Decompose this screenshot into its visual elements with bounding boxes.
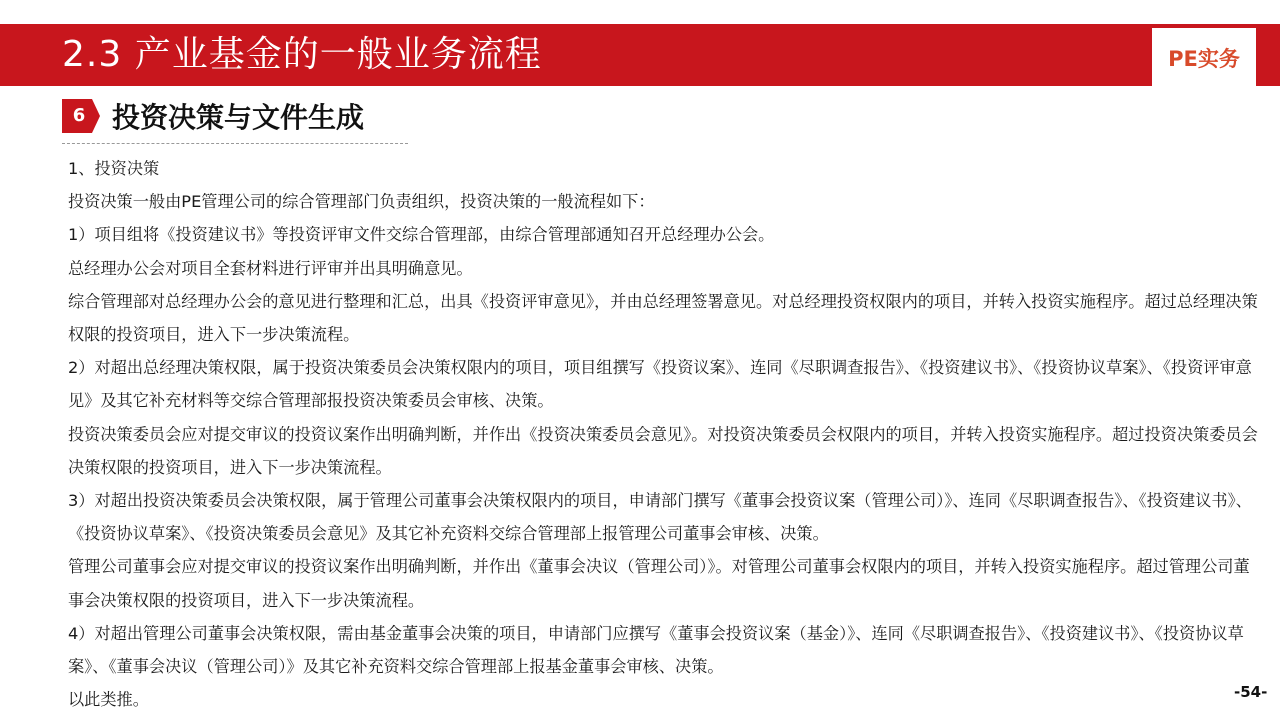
body-text — [68, 152, 1264, 716]
paragraph: 2）对超出总经理决策权限，属于投资决策委员会决策权限内的项目，项目组撰写《投资议案》、连同《尽职调查报告》、《投资建议书》、《投资协议草案》、《投资评审意见》及其它补充材料等交综合管理部报投资决策委员会审核、决策。 — [68, 358, 1252, 411]
paragraph-heading: 1、投资决策 — [68, 159, 160, 178]
paragraph: 投资决策一般由PE管理公司的综合管理部门负责组织，投资决策的一般流程如下： — [68, 192, 655, 212]
dashed-divider — [62, 143, 408, 144]
brand-logo — [1154, 30, 1254, 86]
section-number-badge — [62, 96, 102, 136]
paragraph: 4）对超出管理公司董事会决策权限，需由基金董事会决策的项目，申请部门应撰写《董事会投资议案（基金）》、连同《尽职调查报告》、《投资建议书》、《投资协议草案》、《董事会决议（管理公司）》及其它补充资料交综合管理部上报基金董事会审核、决策。 — [68, 623, 1244, 677]
section-title: 投资决策与文件生成 — [112, 101, 365, 134]
section-number: 6 — [72, 105, 86, 126]
paragraph: 3）对超出投资决策委员会决策权限，属于管理公司董事会决策权限内的项目，申请部门撰写《董事会投资议案（管理公司）》、连同《尽职调查报告》、《投资建议书》、《投资协议草案》、《投资决策委员会意见》及其它补充资料交综合管理部上报管理公司董事会审核、决策。 — [68, 491, 1252, 544]
paragraph: 投资决策委员会应对提交审议的投资议案作出明确判断，并作出《投资决策委员会意见》。对投资决策委员会权限内的项目，并转入投资实施程序。超过投资决策委员会决策权限的投资项目，进入下一步决策流程。 — [68, 424, 1258, 477]
paragraph: 综合管理部对总经理办公会的意见进行整理和汇总，出具《投资评审意见》，并由总经理签署意见。对总经理投资权限内的项目，并转入投资实施程序。超过总经理决策权限的投资项目，进入下一步决策流程。 — [68, 291, 1258, 345]
paragraph: 1）项目组将《投资建议书》等投资评审文件交综合管理部，由综合管理部通知召开总经理办公会。 — [68, 225, 775, 245]
section-heading — [62, 94, 364, 138]
slide-title: 2.3 产业基金的一般业务流程 — [62, 34, 542, 75]
paragraph: 总经理办公会对项目全套材料进行评审并出具明确意见。 — [68, 258, 473, 278]
brand-text: PE实务 — [1168, 47, 1240, 71]
paragraph: 管理公司董事会应对提交审议的投资议案作出明确判断，并作出《董事会决议（管理公司）》。对管理公司董事会权限内的项目，并转入投资实施程序。超过管理公司董事会决策权限的投资项目，进入下一步决策流程。 — [68, 557, 1250, 610]
paragraph: 以此类推。 — [68, 690, 149, 710]
page-number: -54- — [1234, 683, 1268, 701]
